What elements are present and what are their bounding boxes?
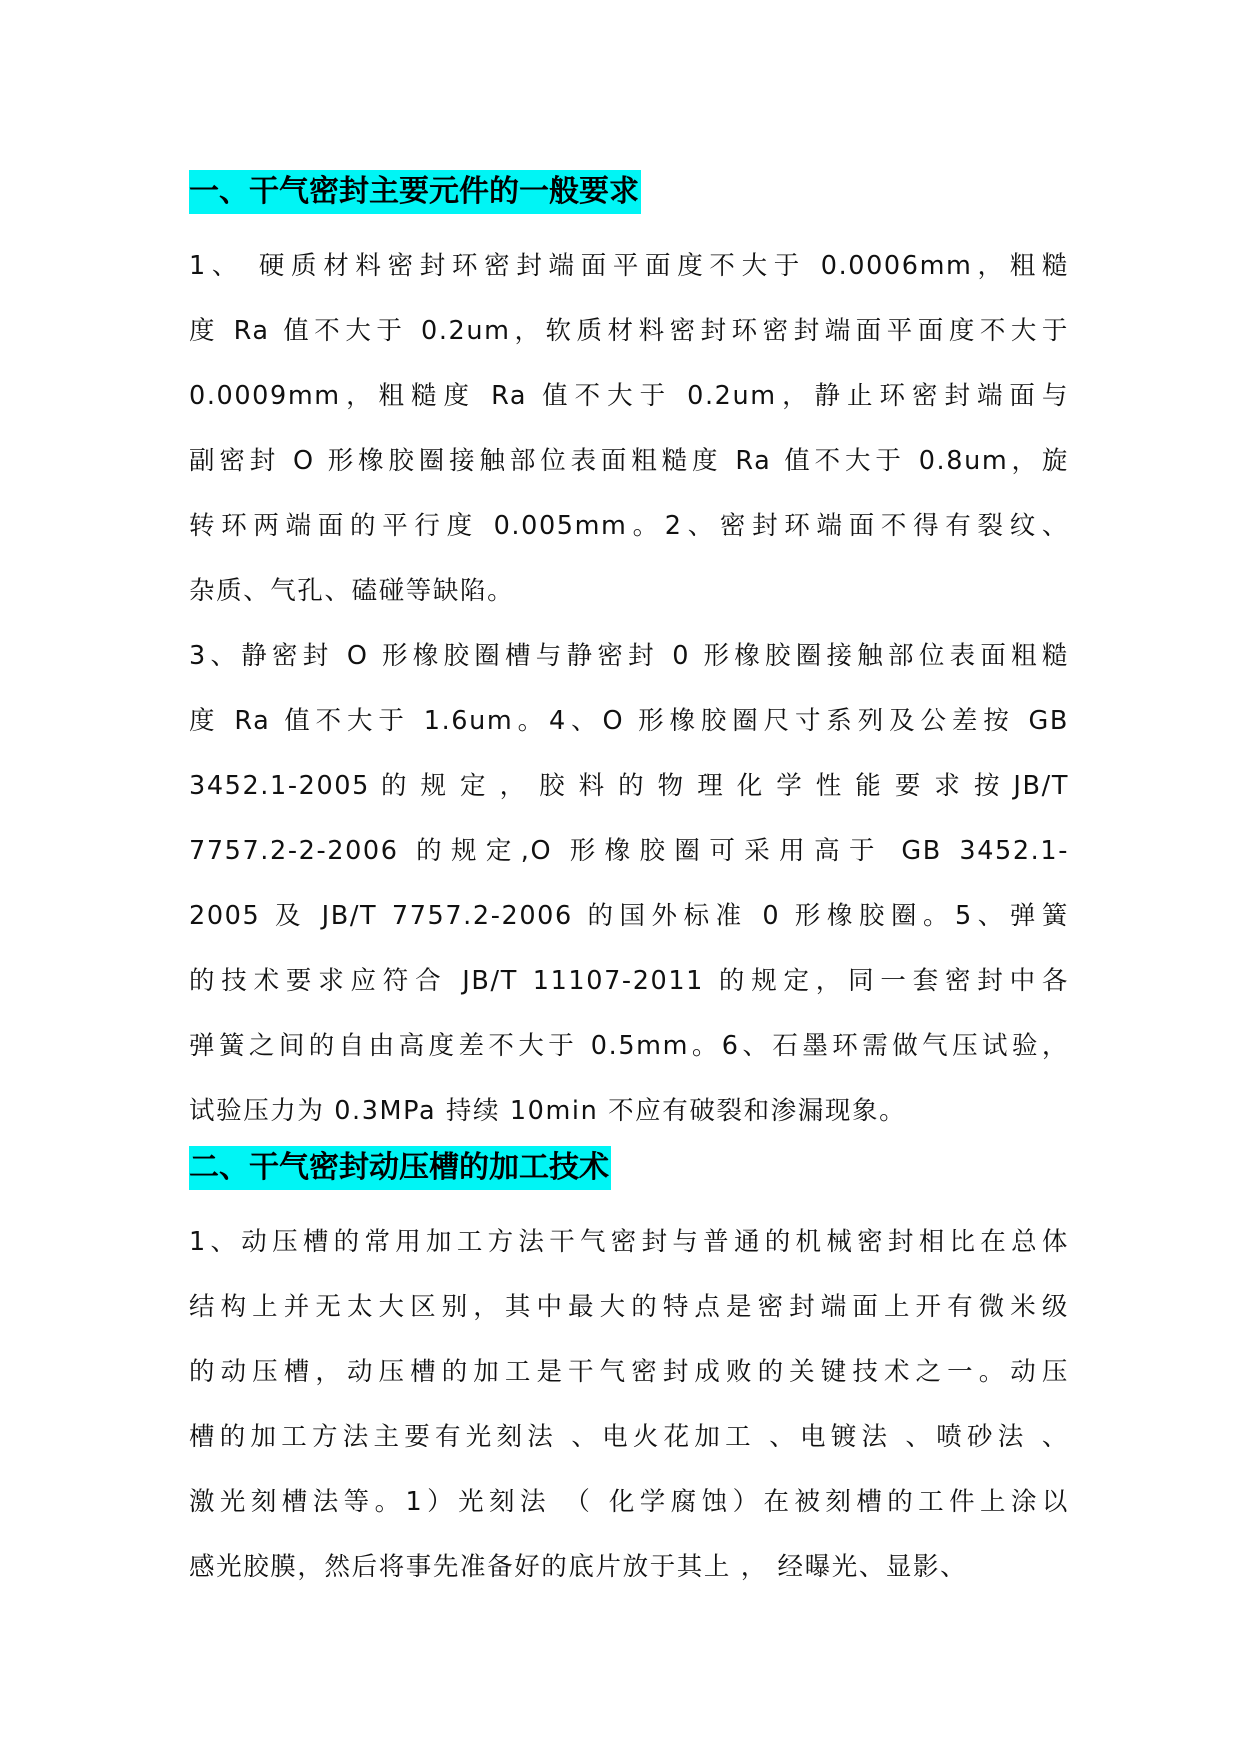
text-line: 杂质、气孔、磕碰等缺陷。 — [189, 576, 515, 606]
text-line: 感光胶膜，然后将事先准备好的底片放于其上 ， 经曝光、显影、 — [189, 1552, 968, 1582]
section-1-paragraph-1 — [189, 234, 1069, 624]
text-line: 的技术要求应符合 JB/T 11107-2011 的规定，同一套密封中各 — [189, 966, 1069, 996]
text-line: 度 Ra 值不大于 1.6um。4、O 形橡胶圈尺寸系列及公差按 GB — [189, 706, 1069, 736]
text-line: 转环两端面的平行度 0.005mm。2、密封环端面不得有裂纹、 — [189, 511, 1069, 541]
text-line: 7757.2-2-2006 的规定,O 形橡胶圈可采用高于 GB 3452.1- — [189, 836, 1069, 866]
text-line: 激光刻槽法等。1）光刻法 （ 化学腐蚀）在被刻槽的工件上涂以 — [189, 1487, 1069, 1517]
text-line: 副密封 O 形橡胶圈接触部位表面粗糙度 Ra 值不大于 0.8um，旋 — [189, 446, 1069, 476]
text-line: 3、静密封 O 形橡胶圈槽与静密封 0 形橡胶圈接触部位表面粗糙 — [189, 641, 1069, 671]
section-1-paragraph-2 — [189, 624, 1069, 1144]
text-line: 1、动压槽的常用加工方法干气密封与普通的机械密封相比在总体 — [189, 1227, 1069, 1257]
section-2-paragraph-1 — [189, 1210, 1069, 1600]
text-line: 槽的加工方法主要有光刻法 、电火花加工 、电镀法 、喷砂法 、 — [189, 1422, 1069, 1452]
section-1-heading: 一、干气密封主要元件的一般要求 — [189, 170, 641, 214]
section-2-heading: 二、干气密封动压槽的加工技术 — [189, 1146, 611, 1190]
text-line: 1、 硬质材料密封环密封端面平面度不大于 0.0006mm，粗糙 — [189, 251, 1069, 281]
section-1-heading-wrap — [189, 170, 1069, 220]
text-line: 试验压力为 0.3MPa 持续 10min 不应有破裂和渗漏现象。 — [189, 1096, 907, 1126]
text-line: 度 Ra 值不大于 0.2um，软质材料密封环密封端面平面度不大于 — [189, 316, 1069, 346]
section-2-heading-wrap — [189, 1146, 1069, 1196]
text-line: 2005 及 JB/T 7757.2-2006 的国外标准 0 形橡胶圈。5、弹簧 — [189, 901, 1069, 931]
text-line: 结构上并无太大区别，其中最大的特点是密封端面上开有微米级 — [189, 1292, 1069, 1322]
text-line: 的动压槽，动压槽的加工是干气密封成败的关键技术之一。动压 — [189, 1357, 1069, 1387]
document-page — [189, 170, 1069, 1600]
text-line: 弹簧之间的自由高度差不大于 0.5mm。6、石墨环需做气压试验， — [189, 1031, 1069, 1061]
text-line: 3452.1-2005 的 规 定 ， 胶 料 的 物 理 化 学 性 能 要 求 按 JB/T — [189, 771, 1069, 801]
text-line: 0.0009mm，粗糙度 Ra 值不大于 0.2um，静止环密封端面与 — [189, 381, 1069, 411]
